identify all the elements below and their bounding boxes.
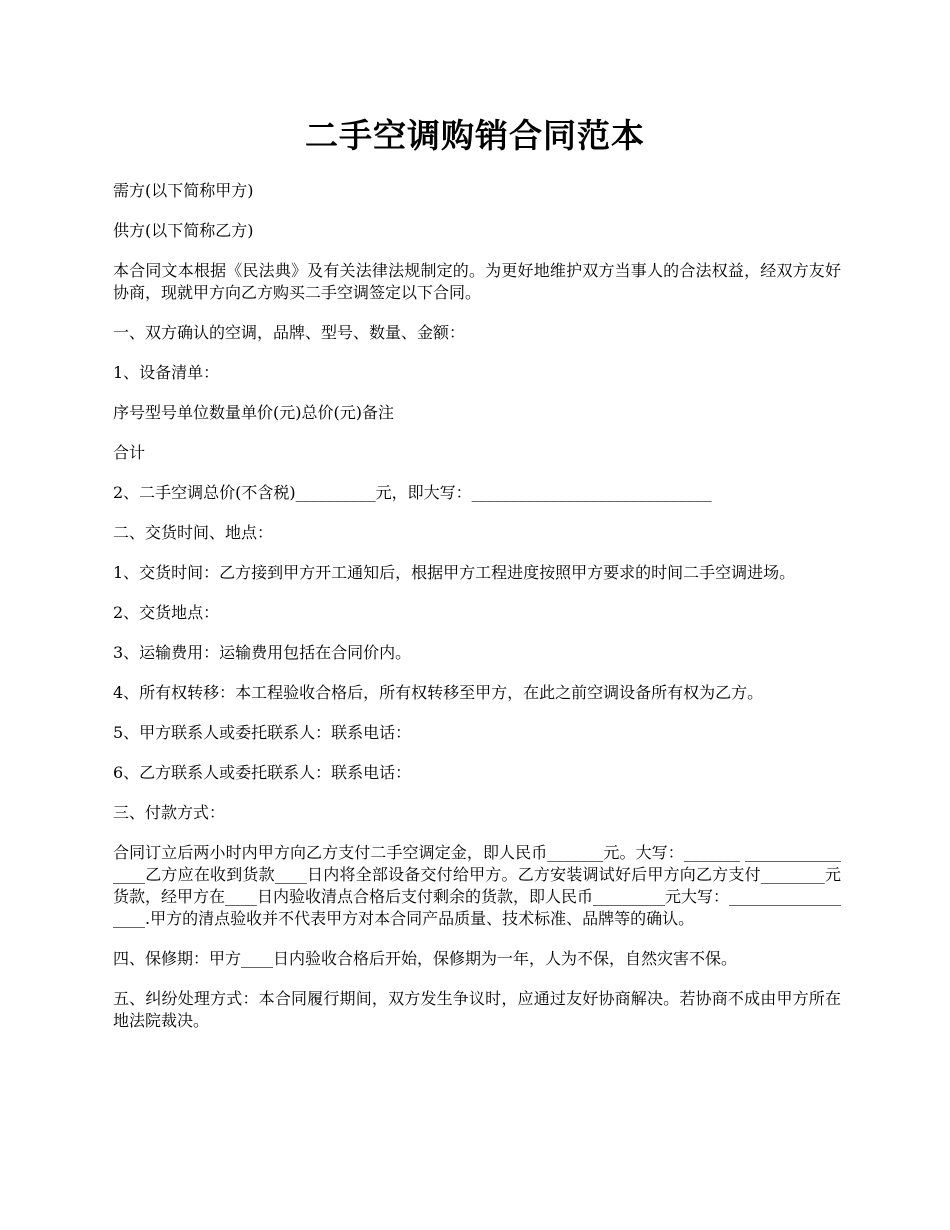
paragraph-delivery-time: 1、交货时间：乙方接到甲方开工通知后，根据甲方工程进度按照甲方要求的时间二手空调进场。 <box>113 563 796 582</box>
paragraph-party-a-contact: 5、甲方联系人或委托联系人：联系电话： <box>113 723 412 742</box>
paragraph-party-b-contact: 6、乙方联系人或委托联系人：联系电话： <box>113 763 412 782</box>
paragraph-equipment-list: 1、设备清单： <box>113 363 220 382</box>
paragraph-transport-cost: 3、运输费用：运输费用包括在合同价内。 <box>113 643 412 662</box>
paragraph-warranty: 四、保修期：甲方____日内验收合格后开始，保修期为一年，人为不保，自然灾害不保。 <box>113 949 738 968</box>
paragraph-preamble: 本合同文本根据《民法典》及有关法律法规制定的。为更好地维护双方当事人的合法权益，经双方友好协商，现就甲方向乙方购买二手空调签定以下合同。 <box>113 261 841 302</box>
document-title: 二手空调购销合同范本 <box>305 116 645 155</box>
paragraph-ownership: 4、所有权转移：本工程验收合格后，所有权转移至甲方，在此之前空调设备所有权为乙方。 <box>113 683 764 702</box>
paragraph-demand-party: 需方(以下简称甲方) <box>113 181 254 200</box>
paragraph-supply-party: 供方(以下简称乙方) <box>113 221 254 240</box>
paragraph-total-price: 2、二手空调总价(不含税)__________元，即大写：______________________________ <box>113 483 712 502</box>
paragraph-total: 合计 <box>113 443 146 462</box>
section-heading-3: 三、付款方式： <box>113 803 226 822</box>
document-body <box>113 180 841 1050</box>
paragraph-list-header: 序号型号单位数量单价(元)总价(元)备注 <box>113 403 394 422</box>
paragraph-delivery-place: 2、交货地点： <box>113 603 220 622</box>
paragraph-payment: 合同订立后两小时内甲方向乙方支付二手空调定金，即人民币_______元。大写：_______ ________________乙方应在收到货款____日内将全部设备交付给甲方。乙方安装调试好后甲方向乙方支付________元货款，经甲方在____日内验收清点合格后支付剩余的货款，即人民币_________元大写：__________________.甲方的清点验收并不代表甲方对本合同产品质量、技术标准、品牌等的确认。 <box>113 843 842 928</box>
section-heading-2: 二、交货时间、地点： <box>113 523 274 542</box>
paragraph-dispute: 五、纠纷处理方式：本合同履行期间，双方发生争议时，应通过友好协商解决。若协商不成由甲方所在地法院裁决。 <box>113 989 841 1030</box>
section-heading-1: 一、双方确认的空调，品牌、型号、数量、金额： <box>113 323 466 342</box>
